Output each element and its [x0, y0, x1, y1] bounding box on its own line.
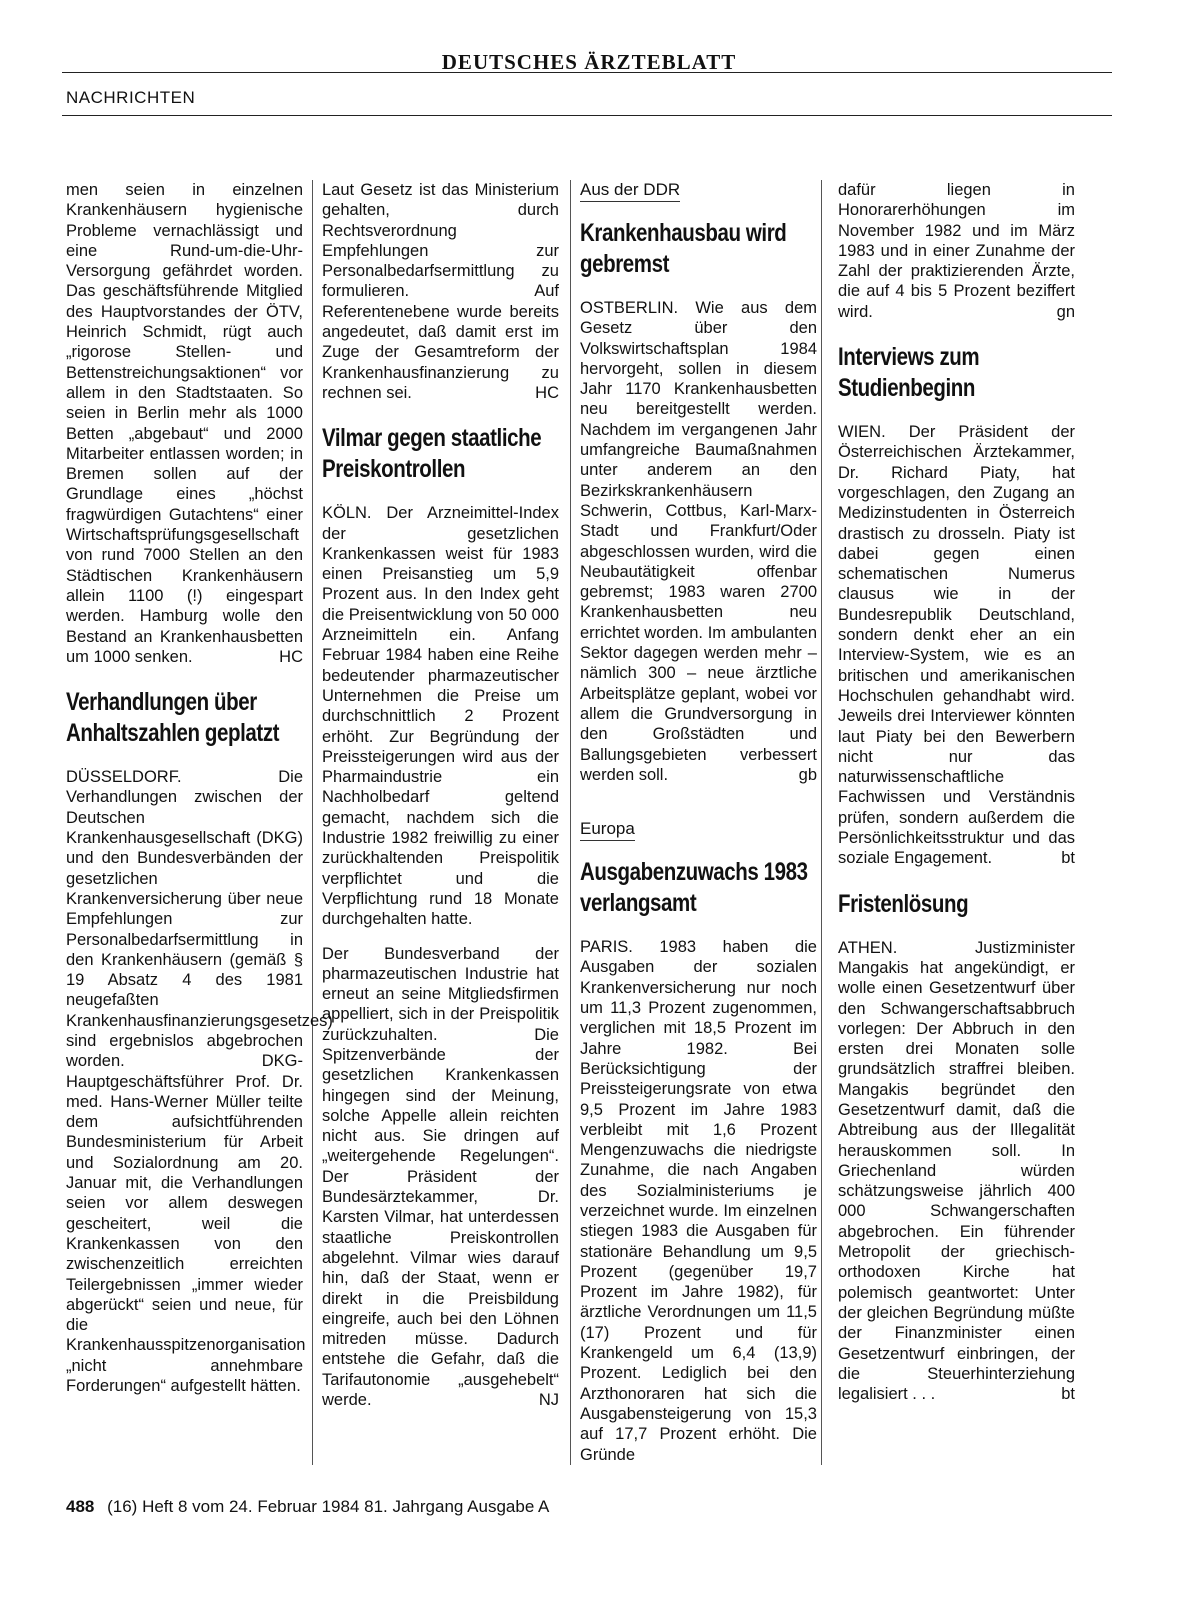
- article-body: OSTBERLIN. Wie aus dem Gesetz über den Volkswirtschaftsplan 1984 hervorgeht, sollen in diesem Jahr 1170 Krankenhausbetten neu bereitgestellt werden. Nachdem im vergangenen Jahr umfangreiche Baumaßnahmen unter anderem an den Bezirkskrankenhäusern Schwerin, Cottbus, Karl-Marx-Stadt und Frankfurt/Oder abgeschlossen wurden, wird die Neubautätigkeit offenbar gebremst; 1983 waren 2700 Krankenhausbetten neu errichtet worden. Im ambulanten Sektor dagegen werden mehr – nämlich 300 – neue ärztliche Arbeitsplätze geplant, wobei vor allem die Grundversorgung in den Großstädten und Ballungsgebieten verbessert werden soll. gb: [580, 299, 817, 784]
- author-signature: gn: [1056, 302, 1075, 321]
- page-number: 488: [66, 1497, 95, 1516]
- column-divider: [312, 180, 313, 1465]
- kicker-ddr: Aus der DDR: [580, 180, 680, 202]
- headline-vilmar: Vilmar gegen staatliche Preiskontrollen: [322, 424, 542, 484]
- article-body: PARIS. 1983 haben die Ausgaben der sozialen Krankenversicherung nur noch um 11,3 Prozent zugenommen, verglichen mit 18,5 Prozent im Jahre 1982. Bei Berücksichtigung der Preissteigerungsrate von etwa 9,5 Prozent im Jahre 1983 verbleibt mit 1,6 Prozent Mengenzuwachs die niedrigste Zunahme, die nach Angaben des Sozialministeriums je verzeichnet wurde. Im einzelnen stiegen 1983 die Ausgaben für stationäre Behandlung um 9,5 Prozent (gegenüber 19,7 Prozent im Jahre 1982), für ärztliche Verordnungen um 11,5 (17) Prozent und für Krankengeld um 6,4 (13,9) Prozent. Lediglich bei den Arzthonoraren hat sich die Ausgabensteigerung von 15,3 auf 17,7 Prozent erhöht. Die Gründe: [580, 938, 817, 1464]
- page-footer: [66, 1497, 549, 1517]
- author-signature: HC: [535, 383, 559, 402]
- masthead-rule: [62, 72, 1112, 73]
- author-signature: HC: [279, 647, 303, 666]
- article-body: WIEN. Der Präsident der Österreichischen Ärztekammer, Dr. Richard Piaty, hat vorgeschlagen, den Zugang an Medizinstudenten in Österreich drastisch zu drosseln. Piaty ist dabei gegen einen schematischen Numerus clausus wie in der Bundesrepublik Deutschland, sondern denkt eher an ein Interview-System, wie es an britischen und amerikanischen Hochschulen gehandhabt wird. Jeweils drei Interviewer könnten laut Piaty bei den Bewerbern nicht nur das naturwissenschaftliche Fachwissen und Verständnis prüfen, sondern außerdem die Persönlichkeitsstruktur und das soziale Engagement. bt: [838, 423, 1075, 868]
- headline-verhandlungen: Verhandlungen über Anhaltszahlen geplatzt: [66, 688, 280, 748]
- headline-fristenloesung: Fristenlösung: [838, 889, 969, 918]
- column-divider: [821, 180, 822, 1465]
- article-continuation: men seien in einzelnen Krankenhäusern hygienische Probleme vernachlässigt und eine Rund-um-die-Uhr-Versorgung gefährdet worden. Das geschäftsführende Mitglied des Hauptvorstandes der ÖTV, Heinrich Schmidt, rügt auch „rigorose Stellen- und Bettenstreichungsaktionen“ vor allem in den Stadtstaaten. So seien in Berlin mehr als 1000 Betten „abgebaut“ und 2000 Mitarbeiter entlassen worden; in Bremen sollen auf der Grundlage eines „höchst fragwürdigen Gutachtens“ einer Wirtschaftsprüfungsgesellschaft von rund 7000 Stellen an den Städtischen Krankenhäusern allein 1100 (!) eingespart werden. Hamburg wolle den Bestand an Krankenhausbetten um 1000 senken. HC: [66, 181, 303, 666]
- author-signature: bt: [1061, 1385, 1075, 1404]
- article-body: KÖLN. Der Arzneimittel-Index der gesetzlichen Krankenkassen weist für 1983 einen Preisanstieg um 5,9 Prozent aus. In den Index geht die Preisentwicklung von 50 000 Arzneimitteln ein. Anfang Februar 1984 haben eine Reihe bedeutender pharmazeutischer Unternehmen die Preise um durchschnittlich 2 Prozent erhöht. Zur Begründung der Preissteigerungen wird aus der Pharmaindustrie ein Nachholbedarf geltend gemacht, nachdem sich die Industrie 1982 freiwillig zu einer zurückhaltenden Preispolitik verpflichtet und die Verpflichtung rund 18 Monate durchgehalten hatte.: [322, 504, 559, 929]
- author-signature: NJ: [538, 1391, 559, 1410]
- headline-interviews: Interviews zum Studienbeginn: [838, 343, 980, 403]
- headline-ausgabenzuwachs: Ausgabenzuwachs 1983 verlangsamt: [580, 858, 808, 918]
- article-continuation: Laut Gesetz ist das Ministerium gehalten, durch Rechtsverordnung Empfehlungen zur Personalbedarfsermittlung zu formulieren. Auf Referentenebene wurde bereits angedeutet, daß damit erst im Zuge der Gesamtreform der Krankenhausfinanzierung zu rechnen sei. HC: [322, 181, 559, 402]
- section-label: NACHRICHTEN: [66, 88, 196, 107]
- issue-info: (16) Heft 8 vom 24. Februar 1984 81. Jahrgang Ausgabe A: [107, 1497, 550, 1516]
- kicker-europa: Europa: [580, 819, 635, 841]
- header-rule: [62, 115, 1112, 116]
- masthead: DEUTSCHES ÄRZTEBLATT: [441, 50, 737, 74]
- column-1: [66, 180, 333, 1402]
- column-3: [580, 180, 817, 1471]
- column-divider: [570, 180, 571, 1465]
- article-body: Der Bundesverband der pharmazeutischen Industrie hat erneut an seine Mitgliedsfirmen appelliert, sich in der Preispolitik zurückzuhalten. Die Spitzenverbände der gesetzlichen Krankenkassen hingegen sind der Meinung, solche Appelle allein reichten nicht aus. Sie dringen auf „weitergehende Regelungen“. Der Präsident der Bundesärztekammer, Dr. Karsten Vilmar, hat unterdessen staatliche Preiskontrollen abgelehnt. Vilmar wies darauf hin, daß der Staat, wenn er direkt in die Preisbildung eingreife, auch bei den Löhnen mitreden müsse. Dadurch entstehe die Gefahr, daß die Tarifautonomie „ausgehebelt“ werde. NJ: [322, 944, 559, 1410]
- author-signature: gb: [798, 765, 817, 784]
- author-signature: bt: [1061, 849, 1075, 868]
- column-4: [838, 180, 1075, 1410]
- column-2: [322, 180, 559, 1416]
- article-body: ATHEN. Justizminister Mangakis hat angekündigt, er wolle einen Gesetzentwurf über den Schwangerschaftsabbruch vorlegen: Der Abbruch in den ersten drei Monaten solle grundsätzlich straffrei bleiben. Mangakis begründet den Gesetzentwurf damit, daß die Abtreibung aus der Illegalität herauskommen soll. In Griechenland würden schätzungsweise jährlich 400 000 Schwangerschaften abgebrochen. Ein führender Metropolit der griechisch-orthodoxen Kirche hat polemisch geantwortet: Unter der gleichen Begründung müßte der Finanzminister einen Gesetzentwurf einbringen, der die Steuerhinterziehung legalisiert . . . bt: [838, 938, 1075, 1404]
- headline-krankenhausbau: Krankenhausbau wird gebremst: [580, 219, 787, 278]
- article-body: DÜSSELDORF. Die Verhandlungen zwischen der Deutschen Krankenhausgesellschaft (DKG) und den Bundesverbänden der gesetzlichen Krankenversicherung über neue Empfehlungen zur Personalbedarfsermittlung in den Krankenhäusern (gemäß § 19 Absatz 4 des 1981 neugefaßten Krankenhausfinanzierungsgesetzes) sind ergebnislos abgebrochen worden. DKG-Hauptgeschäftsführer Prof. Dr. med. Hans-Werner Müller teilte dem aufsichtführenden Bundesministerium für Arbeit und Sozialordnung am 20. Januar mit, die Verhandlungen seien vor allem deswegen gescheitert, weil die Krankenkassen von den zwischenzeitlich erreichten Teilergebnissen „immer wieder abgerückt“ seien und neue, für die Krankenhausspitzenorganisation „nicht annehmbare Forderungen“ aufgestellt hätten.: [66, 768, 333, 1396]
- article-continuation: dafür liegen in Honorarerhöhungen im November 1982 und im März 1983 und in einer Zunahme der Zahl der praktizierenden Ärzte, die auf 4 bis 5 Prozent beziffert wird. gn: [838, 181, 1075, 321]
